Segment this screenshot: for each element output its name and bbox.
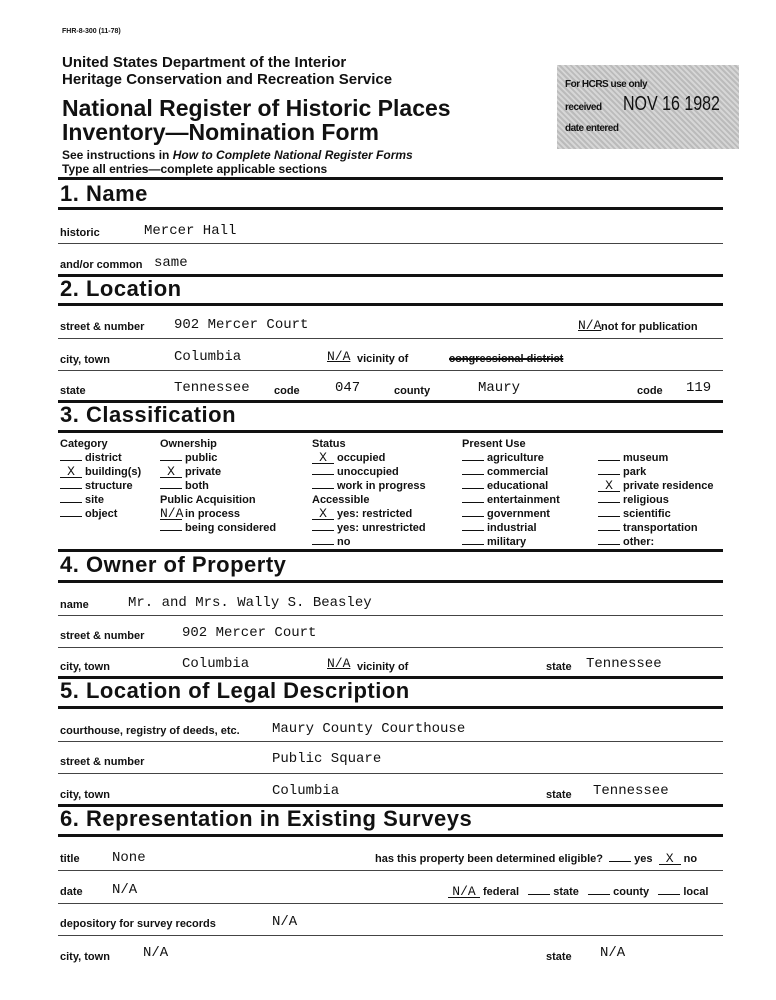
agency-line-2: Heritage Conservation and Recreation Service [62, 71, 393, 88]
use-option [598, 451, 714, 465]
option-label: scientific [623, 508, 671, 520]
stamp-use-only: For HCRS use only [565, 79, 648, 90]
ownership-option [160, 465, 276, 479]
option-label: agriculture [487, 452, 544, 464]
option-label: private [185, 466, 222, 478]
use-option [598, 521, 714, 535]
option-label: commercial [487, 466, 549, 478]
option-label: site [85, 494, 104, 506]
option-label: structure [85, 480, 133, 492]
state-value: Tennessee [174, 380, 250, 396]
survey-title-label: title [60, 853, 80, 865]
option-label: park [623, 466, 647, 478]
status-option [312, 465, 426, 479]
use-option [462, 479, 560, 493]
checkbox-mark [462, 530, 484, 531]
checkbox-mark: X [598, 480, 620, 492]
checkbox-mark [462, 460, 484, 461]
use-option [462, 535, 560, 549]
section-5-title: 5. Location of Legal Description [60, 678, 410, 703]
courthouse-label: courthouse, registry of deeds, etc. [60, 725, 240, 737]
option-label: no [337, 536, 351, 548]
checkbox-mark [598, 460, 620, 461]
legal-state-label: state [546, 789, 572, 801]
survey-state-value: N/A [600, 945, 626, 961]
eligible-yes-label: yes [634, 853, 653, 865]
checkbox-mark [462, 488, 484, 489]
ownership-option [160, 479, 276, 493]
checkbox-mark [60, 502, 82, 503]
option-label: entertainment [487, 494, 560, 506]
status-option [312, 451, 426, 465]
checkbox-mark [60, 488, 82, 489]
category-option [60, 507, 141, 521]
checkbox-mark [160, 530, 182, 531]
classification-column [60, 437, 141, 521]
option-label: occupied [337, 452, 386, 464]
option-label: yes: restricted [337, 508, 413, 520]
option-label: object [85, 508, 118, 520]
option-label: yes: unrestricted [337, 522, 426, 534]
option-label: private residence [623, 480, 714, 492]
congressional-district-label: congressional district [449, 353, 564, 365]
option-label: building(s) [85, 466, 142, 478]
checkbox-mark [598, 544, 620, 545]
owner-street-label: street & number [60, 630, 145, 642]
use-option [598, 479, 714, 493]
use-option [598, 507, 714, 521]
eligible-question: has this property been determined eligible? [375, 853, 603, 865]
checkbox-mark [598, 502, 620, 503]
federal-mark: N/A [448, 886, 480, 898]
checkbox-mark: X [160, 466, 182, 478]
county-code-value: 119 [686, 380, 712, 396]
not-for-publication-label: not for publication [601, 321, 698, 333]
accessible-option [312, 507, 426, 521]
option-label: district [85, 452, 122, 464]
checkbox-mark [462, 544, 484, 545]
survey-date-value: N/A [112, 882, 138, 898]
survey-level [448, 886, 708, 898]
state-code-value: 047 [335, 380, 361, 396]
accessible-heading: Accessible [312, 494, 370, 506]
use-option [462, 451, 560, 465]
county-code-label: code [637, 385, 663, 397]
checkbox-mark [462, 516, 484, 517]
courthouse-value: Maury County Courthouse [272, 721, 466, 737]
checkbox-mark [312, 530, 334, 531]
section-3-title: 3. Classification [60, 402, 237, 427]
hcrs-stamp-box [557, 65, 739, 149]
acquisition-option [160, 507, 276, 521]
category-option [60, 493, 141, 507]
legal-state-value: Tennessee [593, 783, 669, 799]
option-label: public [185, 452, 218, 464]
legal-city-label: city, town [60, 789, 110, 801]
option-label: work in progress [337, 480, 426, 492]
checkbox-mark [60, 516, 82, 517]
owner-name-value: Mr. and Mrs. Wally S. Beasley [128, 595, 372, 611]
instructions-line-2: Type all entries—complete applicable sections [62, 162, 328, 176]
checkbox-mark [312, 488, 334, 489]
county-label: county [394, 385, 431, 397]
common-name-value: same [154, 255, 188, 271]
checkbox-mark [160, 460, 182, 461]
checkbox-mark: N/A [160, 506, 184, 521]
ownership-heading: Ownership [160, 438, 217, 450]
accessible-option [312, 535, 426, 549]
survey-state-label: state [546, 951, 572, 963]
use-option [462, 507, 560, 521]
checkbox-mark: X [312, 452, 334, 464]
section-6-title: 6. Representation in Existing Surveys [60, 806, 473, 831]
classification-column [462, 437, 560, 549]
depository-value: N/A [272, 914, 298, 930]
not-for-publication-mark: N/A [578, 318, 602, 333]
use-option [598, 535, 714, 549]
option-label: museum [623, 452, 669, 464]
owner-vicinity-label: vicinity of [357, 661, 409, 673]
option-label: military [487, 536, 527, 548]
section-2-title: 2. Location [60, 276, 182, 301]
code-label: code [274, 385, 300, 397]
status-option [312, 479, 426, 493]
acquisition-option [160, 521, 276, 535]
section-4-title: 4. Owner of Property [60, 552, 287, 577]
form-id: FHR-8-300 (11-78) [62, 28, 121, 35]
option-label: religious [623, 494, 669, 506]
use-option [462, 493, 560, 507]
option-label: government [487, 508, 550, 520]
acquisition-heading: Public Acquisition [160, 494, 256, 506]
checkbox-mark [598, 530, 620, 531]
state-level-label: state [553, 886, 579, 898]
ownership-option [160, 451, 276, 465]
state-level-mark [528, 894, 550, 895]
section-1-title: 1. Name [60, 181, 148, 206]
checkbox-mark [312, 544, 334, 545]
historic-name-value: Mercer Hall [144, 223, 237, 239]
survey-title-value: None [112, 850, 146, 866]
owner-city-label: city, town [60, 661, 110, 673]
category-option [60, 451, 141, 465]
vicinity-label: vicinity of [357, 353, 409, 365]
legal-city-value: Columbia [272, 783, 340, 799]
classification-column [598, 451, 714, 549]
agency-line-1: United States Department of the Interior [62, 54, 347, 71]
owner-city-value: Columbia [182, 656, 250, 672]
legal-street-value: Public Square [272, 751, 382, 767]
classification-column [160, 437, 276, 535]
checkbox-mark [598, 474, 620, 475]
street-value: 902 Mercer Court [174, 317, 309, 333]
checkbox-mark [312, 474, 334, 475]
owner-name-label: name [60, 599, 89, 611]
eligible-no-mark: X [659, 853, 681, 865]
form-title-1: National Register of Historic Places [62, 95, 451, 121]
state-label: state [60, 385, 86, 397]
eligible-label [375, 853, 697, 865]
instructions-line-1 [62, 148, 413, 162]
accessible-option [312, 521, 426, 535]
vicinity-mark: N/A [327, 349, 351, 364]
form-title-2: Inventory—Nomination Form [62, 119, 379, 145]
instructions-title: How to Complete National Register Forms [172, 148, 413, 162]
owner-state-label: state [546, 661, 572, 673]
option-label: transportation [623, 522, 698, 534]
survey-city-value: N/A [143, 945, 169, 961]
checkbox-mark: X [312, 508, 334, 520]
stamp-received-date: NOV 16 1982 [623, 93, 720, 115]
owner-vicinity-mark: N/A [327, 656, 351, 671]
option-label: being considered [185, 522, 277, 534]
stamp-received-label: received [565, 102, 602, 113]
use-option [462, 465, 560, 479]
checkbox-mark [60, 460, 82, 461]
category-heading: Category [60, 438, 108, 450]
option-label: both [185, 480, 209, 492]
instructions-prefix: See instructions in [62, 148, 173, 162]
checkbox-mark: X [60, 466, 82, 478]
survey-city-label: city, town [60, 951, 110, 963]
county-level-mark [588, 894, 610, 895]
survey-date-label: date [60, 886, 83, 898]
use-option [462, 521, 560, 535]
local-level-mark [658, 894, 680, 895]
city-label: city, town [60, 354, 110, 366]
eligible-no-label: no [683, 853, 698, 865]
status-heading: Status [312, 438, 346, 450]
option-label: industrial [487, 522, 537, 534]
eligible-yes-mark [609, 861, 631, 862]
federal-label: federal [483, 886, 520, 898]
checkbox-mark [160, 488, 182, 489]
street-label: street & number [60, 321, 145, 333]
depository-label: depository for survey records [60, 918, 216, 930]
city-value: Columbia [174, 349, 242, 365]
option-label: unoccupied [337, 466, 399, 478]
use-option [598, 493, 714, 507]
option-label: in process [185, 508, 241, 520]
option-label: educational [487, 480, 549, 492]
owner-street-value: 902 Mercer Court [182, 625, 317, 641]
owner-state-value: Tennessee [586, 656, 662, 672]
category-option [60, 479, 141, 493]
category-option [60, 465, 141, 479]
county-level-label: county [613, 886, 650, 898]
stamp-date-entered: date entered [565, 123, 619, 134]
checkbox-mark [598, 516, 620, 517]
common-name-label: and/or common [60, 259, 143, 271]
classification-column [312, 437, 426, 549]
county-value: Maury [478, 380, 521, 396]
local-level-label: local [683, 886, 709, 898]
option-label: other: [623, 536, 655, 548]
use-option [598, 465, 714, 479]
checkbox-mark [462, 474, 484, 475]
historic-label: historic [60, 227, 100, 239]
checkbox-mark [462, 502, 484, 503]
legal-street-label: street & number [60, 756, 145, 768]
use-heading: Present Use [462, 438, 526, 450]
